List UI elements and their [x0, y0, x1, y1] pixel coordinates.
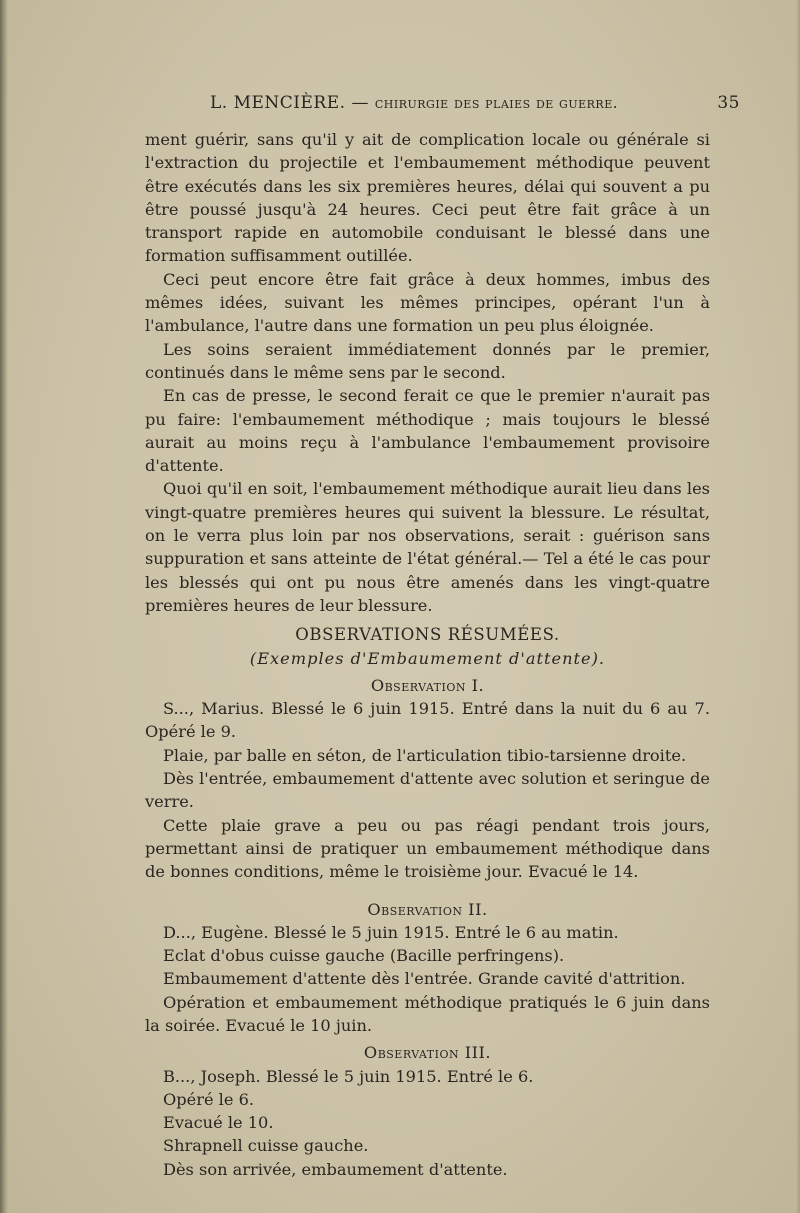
observation-line: Shrapnell cuisse gauche.	[163, 1136, 369, 1156]
observation-line: Cette plaie grave a peu ou pas réagi pendant trois jours, permettant ainsi de pratiquer un embaumement méthodique dans de bonnes conditions, même le troisième jour. Evacué le 14.	[145, 815, 710, 882]
observation-line: Eclat d'obus cuisse gauche (Bacille perfringens).	[163, 946, 565, 966]
page-edge	[796, 0, 800, 1213]
paragraph: En cas de presse, le second ferait ce que le premier n'aurait pas pu faire: l'embaumement méthodique ; mais toujours le blessé aurait au moins reçu à l'ambulance l'embaumement provisoire d'attente.	[145, 386, 710, 476]
page-body	[145, 128, 710, 1181]
observation-line: Opéré le 6.	[163, 1089, 255, 1109]
book-spine-shadow	[0, 0, 8, 1213]
observation-title: Observation I.	[370, 675, 485, 695]
observation-line: Evacué le 10.	[163, 1113, 274, 1133]
header-title: chirurgie des plaies de guerre.	[374, 94, 619, 112]
observation-line: S..., Marius. Blessé le 6 juin 1915. Entré dans la nuit du 6 au 7. Opéré le 9.	[145, 699, 710, 742]
observation-line: Dès son arrivée, embaumement d'attente.	[163, 1159, 508, 1179]
paragraph: Quoi qu'il en soit, l'embaumement méthodique aurait lieu dans les vingt-quatre premières heures qui suivent la blessure. Le résultat, on le verra plus loin par nos observations, serait : guérison sans suppuration et sans atteinte de l'état général.— Tel a été le cas pour les blessés qui ont pu nous être amenés dans les vingt-quatre premières heures de leur blessure.	[145, 479, 710, 615]
section-subtitle: (Exemples d'Embaumement d'attente).	[249, 648, 606, 668]
running-header	[210, 93, 740, 113]
observation-title: Observation III.	[363, 1043, 492, 1063]
section-title: OBSERVATIONS RÉSUMÉES.	[295, 625, 560, 645]
observation-line: D..., Eugène. Blessé le 5 juin 1915. Entré le 6 au matin.	[163, 922, 619, 942]
paragraph: Ceci peut encore être fait grâce à deux hommes, imbus des mêmes idées, suivant les mêmes principes, opérant l'un à l'ambulance, l'autre dans une formation un peu plus éloignée.	[145, 269, 710, 336]
page-number: 35	[717, 93, 740, 113]
paragraph: Les soins seraient immédiatement donnés par le premier, continués dans le même sens par le second.	[145, 339, 710, 382]
observation-line: Dès l'entrée, embaumement d'attente avec solution et seringue de verre.	[145, 769, 710, 812]
observation-line: Embaumement d'attente dès l'entrée. Grande cavité d'attrition.	[163, 969, 686, 989]
paragraph: ment guérir, sans qu'il y ait de complication locale ou générale si l'extraction du projectile et l'embaumement méthodique peuvent être exécutés dans les six premières heures, délai qui souvent a pu être poussé jusqu'à 24 heures. Ceci peut être fait grâce à un transport rapide en automobile conduisant le blessé dans une formation suffisamment outillée.	[145, 130, 710, 266]
observation-line: B..., Joseph. Blessé le 5 juin 1915. Entré le 6.	[163, 1066, 534, 1086]
header-author: L. MENCIÈRE. —	[210, 93, 369, 113]
observation-line: Plaie, par balle en séton, de l'articulation tibio-tarsienne droite.	[163, 745, 687, 765]
observation-title: Observation II.	[367, 899, 488, 919]
observation-line: Opération et embaumement méthodique pratiqués le 6 juin dans la soirée. Evacué le 10 juin.	[145, 992, 710, 1035]
